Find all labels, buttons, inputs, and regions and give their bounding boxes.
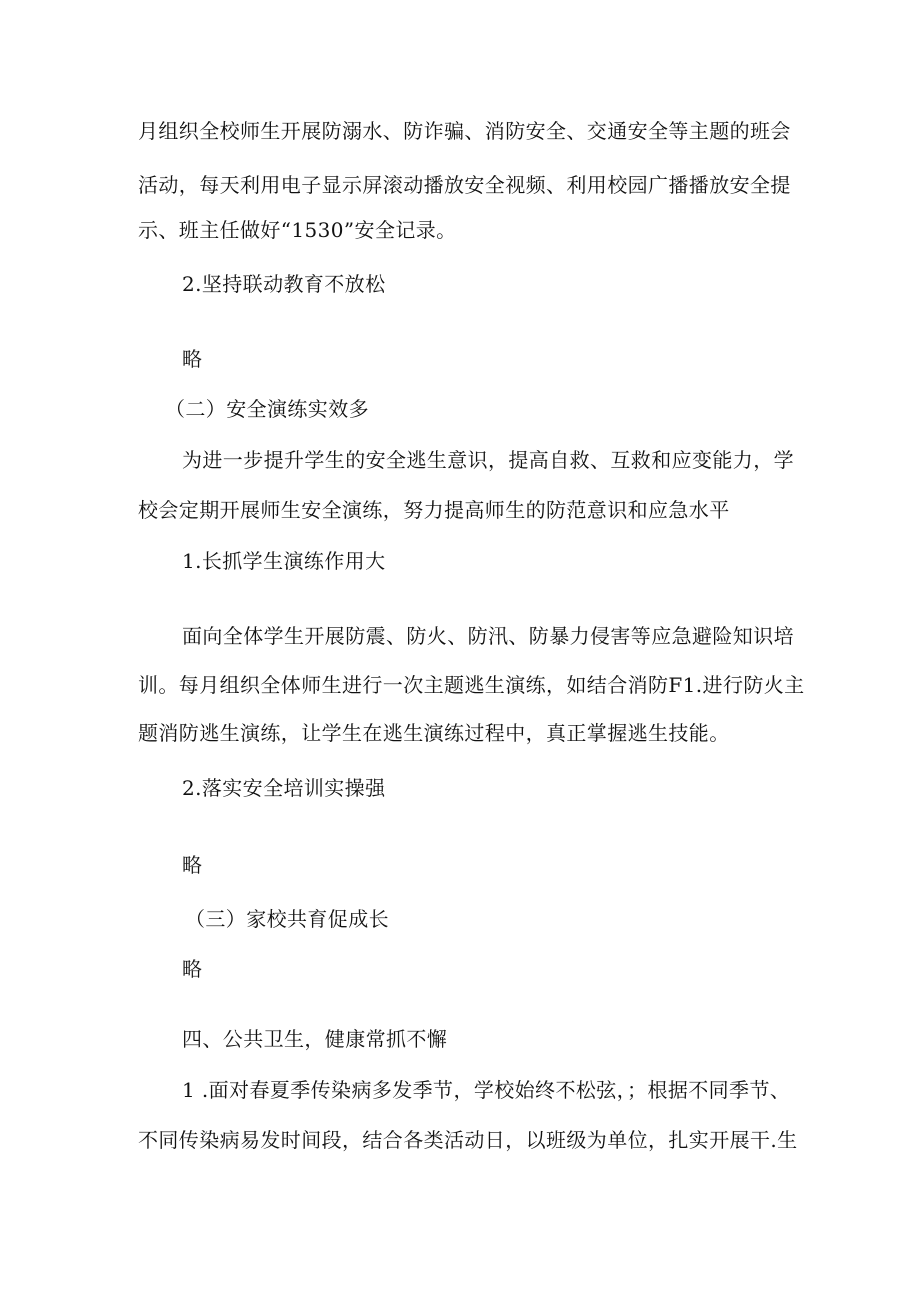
- subheading: 2.坚持联动教育不放松: [182, 272, 386, 296]
- section-heading: （三）家校共育促成长: [185, 907, 389, 931]
- paragraph-line: 月组织全校师生开展防溺水、防诈骗、消防安全、交通安全等主题的班会: [138, 119, 791, 143]
- paragraph-line: 活动，每天利用电子显示屏滚动播放安全视频、利用校园广播播放安全提: [138, 173, 791, 197]
- omitted-note: 略: [182, 347, 203, 371]
- paragraph-line: 不同传染病易发时间段，结合各类活动日，以班级为单位，扎实开展干.生: [138, 1128, 798, 1152]
- paragraph-line: 题消防逃生演练，让学生在逃生演练过程中，真正掌握逃生技能。: [138, 721, 730, 745]
- paragraph-line: 示、班主任做好“1530”安全记录。: [138, 218, 457, 242]
- omitted-note: 略: [182, 957, 203, 981]
- paragraph-line: 1 .面对春夏季传染病多发季节，学校始终不松弦，；根据不同季节、: [182, 1078, 791, 1102]
- subheading: 1.长抓学生演练作用大: [182, 549, 386, 573]
- paragraph-line: 校会定期开展师生安全演练，努力提高师生的防范意识和应急水平: [138, 498, 730, 522]
- paragraph-line: 为进一步提升学生的安全逃生意识，提高自救、互救和应变能力，学: [182, 448, 794, 472]
- paragraph-line: 面向全体学生开展防震、防火、防汛、防暴力侵害等应急避险知识培: [182, 624, 794, 648]
- subheading: 2.落实安全培训实操强: [182, 776, 386, 800]
- paragraph-line: 训。每月组织全体师生进行一次主题逃生演练，如结合消防F1.进行防火主: [138, 673, 805, 697]
- omitted-note: 略: [182, 853, 203, 877]
- section-heading: （二）安全演练实效多: [165, 397, 369, 421]
- chapter-heading: 四、公共卫生，健康常抓不懈: [182, 1027, 448, 1051]
